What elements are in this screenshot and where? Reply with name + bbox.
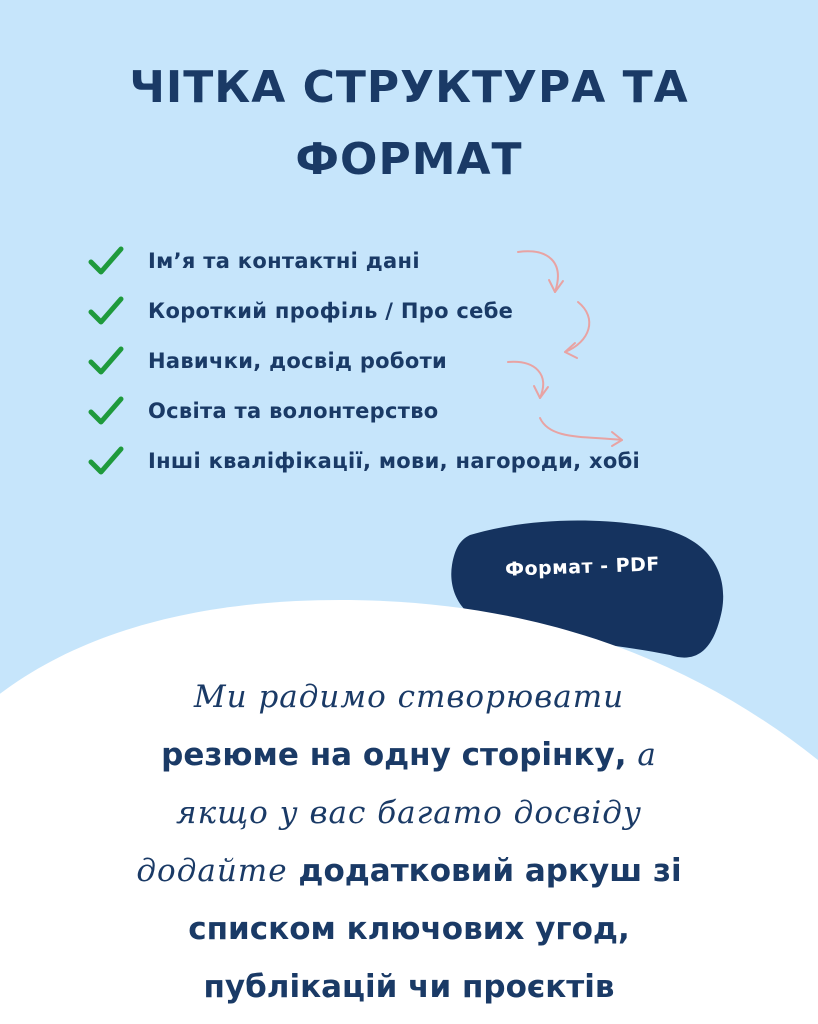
title-line-1: ЧІТКА СТРУКТУРА ТА	[129, 62, 689, 113]
advice-bold-6: публікацій чи проєктів	[203, 969, 615, 1005]
list-item-label: Ім’я та контактні дані	[148, 249, 420, 273]
advice-bold-5: списком ключових угод,	[188, 911, 630, 947]
advice-bold-4: додатковий аркуш зі	[298, 853, 682, 889]
advice-text-2: а	[626, 737, 657, 773]
advice-line-3: якщо у вас багато досвіду	[176, 795, 642, 831]
advice-text-4: додайте	[136, 853, 299, 889]
list-item-label: Короткий профіль / Про себе	[148, 299, 514, 323]
title-line-2: ФОРМАТ	[295, 134, 523, 185]
advice-bold-1: резюме на одну сторінку,	[161, 737, 627, 773]
advice-line-1: Ми радимо створювати	[193, 679, 625, 715]
list-item-label: Освіта та волонтерство	[148, 399, 439, 423]
list-item-label: Навички, досвід роботи	[148, 349, 448, 373]
format-badge: Формат - PDF	[504, 553, 661, 581]
advice-text	[40, 668, 778, 1016]
list-item-label: Інші кваліфікації, мови, нагороди, хобі	[148, 449, 641, 473]
